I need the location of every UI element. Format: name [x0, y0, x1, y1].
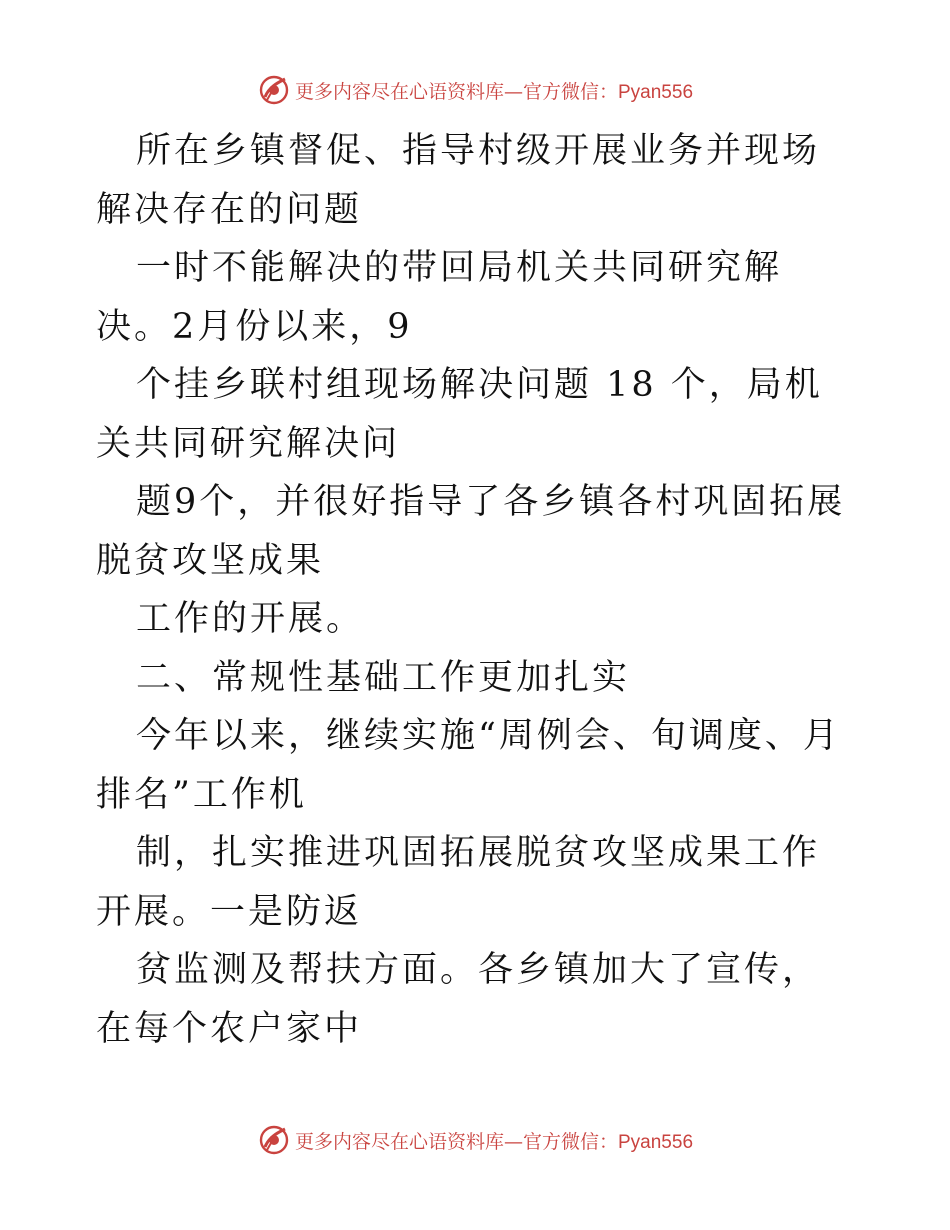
- watermark-text: 更多内容尽在心语资料库—官方微信：: [294, 1130, 618, 1153]
- quill-swirl-icon: [257, 1123, 291, 1157]
- paragraph: 个挂乡联村组现场解决问题 18 个，局机关共同研究解决问: [96, 365, 823, 464]
- paragraph: 题9个，并很好指导了各乡镇各村巩固拓展脱贫攻坚成果: [96, 482, 846, 581]
- section-heading: 二、常规性基础工作更加扎实: [136, 657, 631, 698]
- watermark-wechat-id: Pyan556: [618, 1131, 694, 1153]
- footer-watermark: [0, 1122, 950, 1158]
- paragraph: 工作的开展。: [136, 599, 365, 639]
- quill-swirl-icon: [257, 73, 291, 107]
- paragraph: 今年以来，继续实施“周例会、旬调度、月排名”工作机: [96, 716, 841, 815]
- document-body: [96, 122, 856, 1058]
- paragraph: 贫监测及帮扶方面。各乡镇加大了宣传，在每个农户家中: [96, 950, 821, 1049]
- watermark-text: 更多内容尽在心语资料库—官方微信：: [294, 80, 618, 103]
- paragraph: 制，扎实推进巩固拓展脱贫攻坚成果工作开展。一是防返: [96, 833, 821, 932]
- watermark-wechat-id: Pyan556: [618, 81, 694, 103]
- paragraph: 所在乡镇督促、指导村级开展业务并现场解决存在的问题: [96, 131, 821, 230]
- paragraph: 一时不能解决的带回局机关共同研究解决。2月份以来，9: [96, 248, 783, 347]
- header-watermark: [0, 72, 950, 108]
